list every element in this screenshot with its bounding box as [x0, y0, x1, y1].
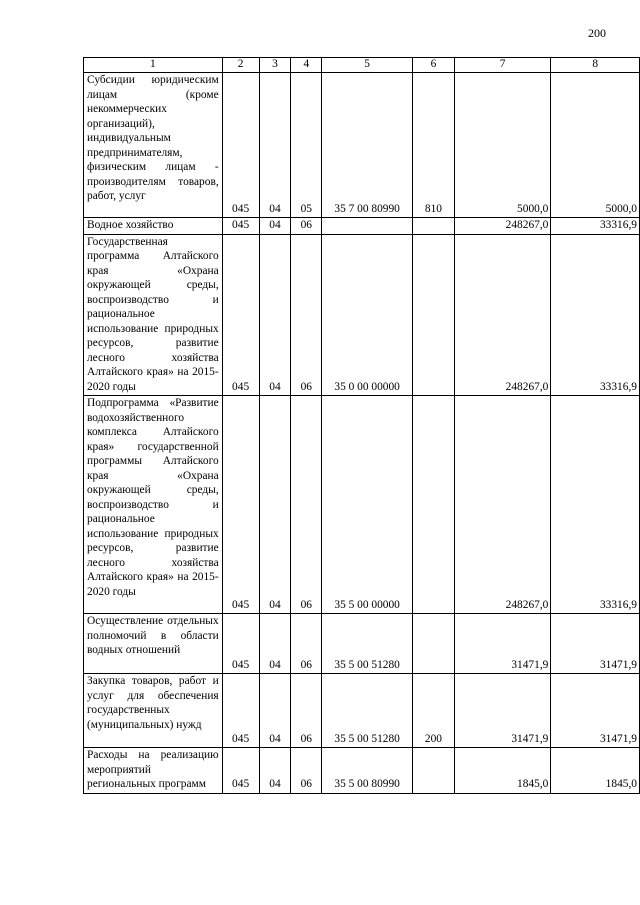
- row-name: Осуществление отдельных полномочий в области водных отношений: [84, 614, 223, 674]
- row-ministry-code: 045: [222, 614, 259, 674]
- table-row: [84, 218, 640, 235]
- row-amount-col7: 248267,0: [454, 396, 551, 614]
- col-header-2: 2: [222, 58, 259, 73]
- row-name: Закупка товаров, работ и услуг для обеспечения государственных (муниципальных) нужд: [84, 674, 223, 748]
- row-expense-type: [413, 614, 455, 674]
- row-amount-col8: 31471,9: [551, 614, 640, 674]
- row-name: Водное хозяйство: [84, 218, 223, 235]
- row-expense-type: [413, 234, 455, 396]
- row-ministry-code: 045: [222, 748, 259, 794]
- row-target-code: [322, 218, 413, 235]
- row-expense-type: 200: [413, 674, 455, 748]
- table-row: [84, 73, 640, 218]
- row-expense-type: [413, 396, 455, 614]
- row-section-code: 04: [259, 396, 291, 614]
- row-ministry-code: 045: [222, 396, 259, 614]
- row-amount-col8: 33316,9: [551, 396, 640, 614]
- table-row: [84, 396, 640, 614]
- row-amount-col8: 33316,9: [551, 234, 640, 396]
- col-header-1: 1: [84, 58, 223, 73]
- row-expense-type: [413, 748, 455, 794]
- row-amount-col7: 1845,0: [454, 748, 551, 794]
- row-amount-col8: 31471,9: [551, 674, 640, 748]
- row-expense-type: [413, 218, 455, 235]
- row-section-code: 04: [259, 218, 291, 235]
- row-subsection-code: 06: [291, 218, 322, 235]
- table-row: [84, 674, 640, 748]
- row-ministry-code: 045: [222, 234, 259, 396]
- row-name: Расходы на реализацию мероприятий региональных программ: [84, 748, 223, 794]
- row-target-code: 35 5 00 80990: [322, 748, 413, 794]
- budget-table: [83, 57, 640, 794]
- row-section-code: 04: [259, 748, 291, 794]
- row-target-code: 35 0 00 00000: [322, 234, 413, 396]
- table-row: [84, 748, 640, 794]
- row-amount-col8: 33316,9: [551, 218, 640, 235]
- col-header-7: 7: [454, 58, 551, 73]
- col-header-5: 5: [322, 58, 413, 73]
- row-name: Субсидии юридическим лицам (кроме некоммерческих организаций), индивидуальным предпринимателям, физическим лицам - производителям товаров, работ, услуг: [84, 73, 223, 218]
- row-subsection-code: 05: [291, 73, 322, 218]
- header-row: [84, 58, 640, 73]
- col-header-8: 8: [551, 58, 640, 73]
- row-ministry-code: 045: [222, 674, 259, 748]
- row-amount-col8: 1845,0: [551, 748, 640, 794]
- row-target-code: 35 5 00 00000: [322, 396, 413, 614]
- table-row: [84, 234, 640, 396]
- row-subsection-code: 06: [291, 748, 322, 794]
- row-subsection-code: 06: [291, 674, 322, 748]
- page-number: 200: [588, 26, 606, 40]
- row-section-code: 04: [259, 73, 291, 218]
- row-subsection-code: 06: [291, 396, 322, 614]
- col-header-3: 3: [259, 58, 291, 73]
- row-subsection-code: 06: [291, 614, 322, 674]
- row-section-code: 04: [259, 674, 291, 748]
- row-name: Государственная программа Алтайского края «Охрана окружающей среды, воспроизводство и рациональное использование природных ресурсов, развитие лесного хозяйства Алтайского края» на 2015-2020 годы: [84, 234, 223, 396]
- row-amount-col7: 248267,0: [454, 234, 551, 396]
- table-row: [84, 614, 640, 674]
- row-name: Подпрограмма «Развитие водохозяйственного комплекса Алтайского края» государственной программы Алтайского края «Охрана окружающей среды, воспроизводство и рациональное использование природных ресурсов, развитие лесного хозяйства Алтайского края» на 2015-2020 годы: [84, 396, 223, 614]
- row-amount-col7: 31471,9: [454, 674, 551, 748]
- row-section-code: 04: [259, 614, 291, 674]
- row-expense-type: 810: [413, 73, 455, 218]
- row-ministry-code: 045: [222, 218, 259, 235]
- row-target-code: 35 7 00 80990: [322, 73, 413, 218]
- col-header-4: 4: [291, 58, 322, 73]
- row-section-code: 04: [259, 234, 291, 396]
- row-amount-col7: 31471,9: [454, 614, 551, 674]
- row-ministry-code: 045: [222, 73, 259, 218]
- row-target-code: 35 5 00 51280: [322, 614, 413, 674]
- row-target-code: 35 5 00 51280: [322, 674, 413, 748]
- col-header-6: 6: [413, 58, 455, 73]
- row-amount-col7: 248267,0: [454, 218, 551, 235]
- row-subsection-code: 06: [291, 234, 322, 396]
- row-amount-col7: 5000,0: [454, 73, 551, 218]
- row-amount-col8: 5000,0: [551, 73, 640, 218]
